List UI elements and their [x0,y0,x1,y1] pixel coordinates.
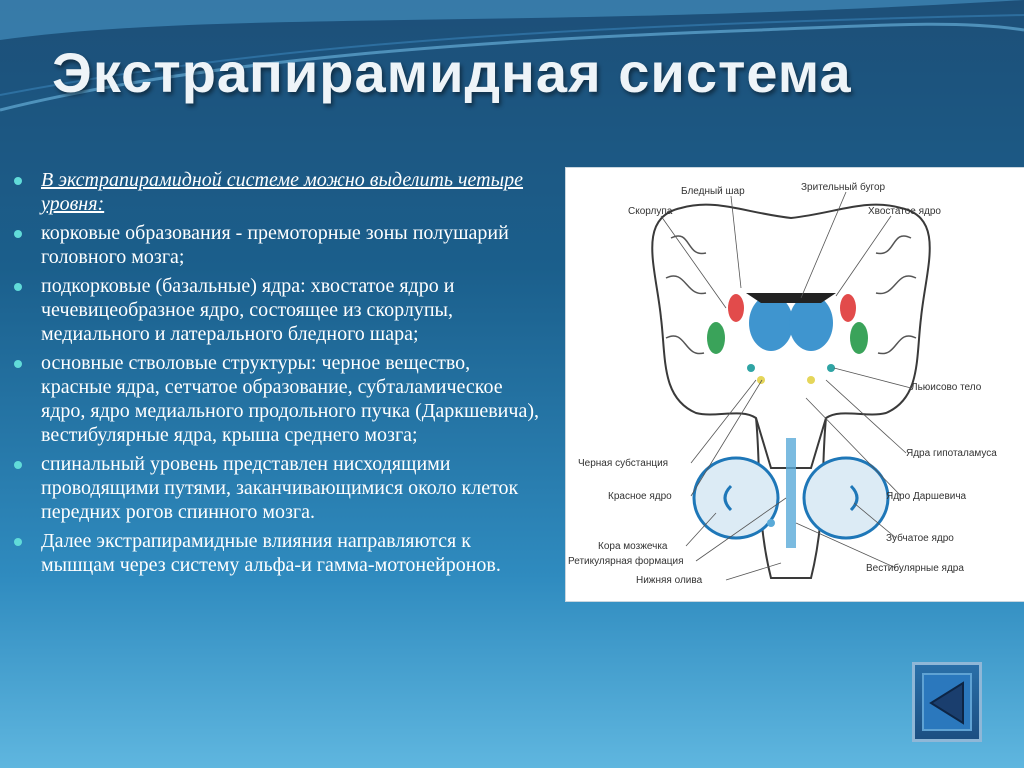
pallidus-left [707,322,725,354]
label-hypothalamic-nuclei: Ядра гипоталамуса [906,448,997,459]
bullet-item-motoneurons [14,529,544,577]
label-putamen: Скорлупа [628,206,673,217]
label-luys-body: Льюисово тело [911,382,982,393]
back-arrow-icon [925,679,969,727]
bullet-text: корковые образования - премоторные зоны полушарий головного мозга; [41,222,509,268]
leader-nigra [691,380,756,463]
leader-putamen [661,216,726,308]
label-darkshevich-nucleus: Ядро Даршевича [886,491,967,502]
bullet-text: спинальный уровень представлен нисходящими проводящими путями, заканчивающимися около клеток передних рогов спинного мозга. [41,453,519,523]
subthalamic-right [827,364,835,372]
putamen-right [840,294,856,322]
putamen-left [728,294,744,322]
bullet-text: Далее экстрапирамидные влияния направляются к мышцам через систему альфа-и гамма-мотонейронов. [41,530,501,576]
bullet-item-brainstem [14,351,544,447]
subthalamic-left [747,364,755,372]
bullet-text: подкорковые (базальные) ядра: хвостатое ядро и чечевицеобразное ядро, состоящее из скорлупы, медиального и латерального бледного шара; [41,275,455,345]
label-substantia-nigra: Черная субстанция [578,458,669,469]
brain-diagram [565,167,1024,602]
vestibular-mark [767,519,775,527]
bullet-dot-icon [14,538,22,546]
bullet-item-cortical [14,221,544,269]
thalamus-right [789,295,833,351]
leader-luys [834,368,911,388]
reticular-column [786,438,796,548]
label-red-nucleus: Красное ядро [608,491,672,502]
bullet-text: основные стволовые структуры: черное вещество, красные ядра, сетчатое образование, субталамическое ядро, ядро медиального продольного пучка (Даркшевича), вестибулярные ядра, крыша среднего мозга; [41,352,539,446]
slide-title: Экстрапирамидная система [52,41,852,104]
bullet-item-intro [14,168,544,216]
bullet-dot-icon [14,283,22,291]
cerebrum-outline [652,205,930,468]
label-dentate-nucleus: Зубчатое ядро [886,533,954,544]
label-globus-pallidus: Бледный шар [681,186,745,197]
bullet-list [14,168,544,582]
leader-hypothalamus [826,380,906,453]
leader-thalamus [801,192,846,298]
bullet-dot-icon [14,461,22,469]
bullet-item-spinal [14,452,544,524]
right-hemisphere-gyri [876,236,916,354]
label-cerebellar-cortex: Кора мозжечка [598,541,668,552]
back-nav-button[interactable] [912,662,982,742]
label-reticular-formation: Ретикулярная формация [568,556,684,567]
bullet-dot-icon [14,230,22,238]
bullet-text: В экстрапирамидной системе можно выделить четыре уровня: [41,169,524,215]
pallidus-right [850,322,868,354]
nigra-mark [807,376,815,384]
label-inferior-olive: Нижняя олива [636,575,703,586]
red-nucleus-mark [757,376,765,384]
caudate-nucleus [746,293,836,303]
thalamus-left [749,295,793,351]
bullet-dot-icon [14,177,22,185]
label-thalamus: Зрительный бугор [801,182,886,193]
label-vestibular-nuclei: Вестибулярные ядра [866,563,964,574]
label-caudate: Хвостатое ядро [868,206,941,217]
left-hemisphere-gyri [666,236,706,354]
bullet-item-subcortical [14,274,544,346]
bullet-dot-icon [14,360,22,368]
leader-caudate [836,216,891,296]
